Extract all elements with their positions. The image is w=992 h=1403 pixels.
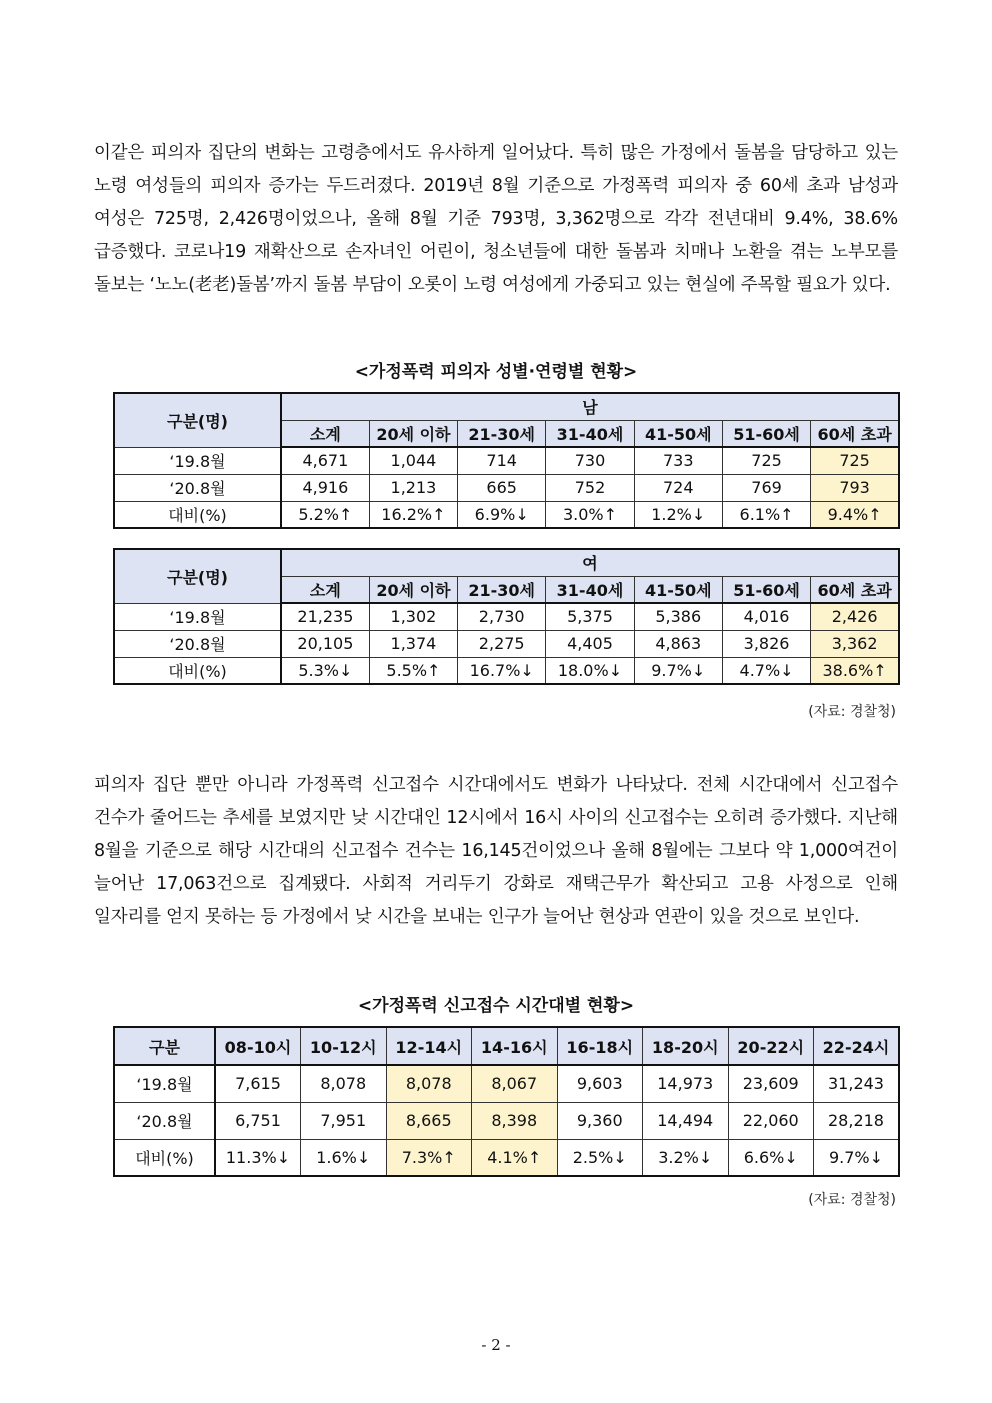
highlighted-cell: 38.6%↑ [811, 657, 899, 684]
column-header: 22-24시 [814, 1027, 900, 1065]
page-number: - 2 - [481, 1336, 511, 1354]
table-cell: 6,751 [215, 1102, 301, 1139]
table-cell: 5,375 [546, 603, 634, 630]
column-header: 60세 초과 [811, 420, 899, 447]
table-cell: 1,044 [369, 447, 457, 474]
table-cell: 724 [634, 474, 722, 501]
highlighted-cell: 4.1%↑ [472, 1139, 558, 1176]
row-label: 대비(%) [114, 501, 281, 528]
table-cell: 769 [722, 474, 810, 501]
table1-source: (자료: 경찰청) [808, 704, 896, 720]
table-cell: 14,973 [643, 1065, 729, 1102]
column-header: 31-40세 [546, 576, 634, 603]
row-header-label: 구분(명) [114, 549, 281, 603]
table-cell: 4,405 [546, 630, 634, 657]
column-header: 21-30세 [458, 576, 546, 603]
table-cell: 1,374 [369, 630, 457, 657]
table-cell: 31,243 [814, 1065, 900, 1102]
table-cell: 730 [546, 447, 634, 474]
table-cell: 665 [458, 474, 546, 501]
table-cell: 1.6%↓ [301, 1139, 387, 1176]
row-label: 대비(%) [114, 1139, 215, 1176]
table-cell: 21,235 [281, 603, 369, 630]
table-cell: 9.7%↓ [634, 657, 722, 684]
column-header: 20세 이하 [369, 420, 457, 447]
highlighted-cell: 8,398 [472, 1102, 558, 1139]
table-cell: 8,078 [301, 1065, 387, 1102]
table-female-suspects [113, 548, 900, 685]
table-row [114, 1139, 899, 1176]
paragraph-elderly-suspects: 이같은 피의자 집단의 변화는 고령층에서도 유사하게 일어났다. 특히 많은 가정에서 돌봄을 담당하고 있는 노령 여성들의 피의자 증가는 두드러졌다. 2019년 8월 기준으로 가정폭력 피의자 중 60세 초과 남성과 여성은 725명, 2,426명이었으나, 올해 8월 기준 793명, 3,362명으로 각각 전년대비 9.4%, 38.6% 급증했다. 코로나19 재확산으로 손자녀인 어린이, 청소년들에 대한 돌봄과 치매나 노환을 겪는 노부모를 돌보는 ‘노노(老老)돌봄’까지 돌봄 부담이 오롯이 노령 여성에게 가중되고 있는 현실에 주목할 필요가 있다. [94, 143, 898, 295]
table-cell: 9.7%↓ [814, 1139, 900, 1176]
table-cell: 725 [722, 447, 810, 474]
row-header-label: 구분 [114, 1027, 215, 1065]
table-cell: 3,826 [722, 630, 810, 657]
paragraph-report-timeslots: 피의자 집단 뿐만 아니라 가정폭력 신고접수 시간대에서도 변화가 나타났다. 전체 시간대에서 신고접수 건수가 줄어드는 추세를 보였지만 낮 시간대인 12시에서 16시 사이의 신고접수는 오히려 증가했다. 지난해 8월을 기준으로 해당 시간대의 신고접수 건수는 16,145건이었으나 올해 8월에는 그보다 약 1,000여건이 늘어난 17,063건으로 집계됐다. 사회적 거리두기 강화로 재택근무가 확산되고 고용 사정으로 인해 일자리를 얻지 못하는 등 가정에서 낮 시간을 보내는 인구가 늘어난 현상과 연관이 있을 것으로 보인다. [94, 775, 898, 927]
table-cell: 4,671 [281, 447, 369, 474]
highlighted-cell: 725 [811, 447, 899, 474]
table-row [114, 474, 899, 501]
highlighted-cell: 793 [811, 474, 899, 501]
column-header: 21-30세 [458, 420, 546, 447]
table-cell: 6.9%↓ [458, 501, 546, 528]
group-label-female: 여 [281, 549, 899, 576]
table-cell: 714 [458, 447, 546, 474]
table-cell: 18.0%↓ [546, 657, 634, 684]
table-cell: 733 [634, 447, 722, 474]
table-cell: 4,863 [634, 630, 722, 657]
table-row [114, 447, 899, 474]
table-cell: 1,302 [369, 603, 457, 630]
table-cell: 5.3%↓ [281, 657, 369, 684]
column-header: 20-22시 [728, 1027, 814, 1065]
table-report-timeslots [113, 1026, 900, 1177]
highlighted-cell: 9.4%↑ [811, 501, 899, 528]
table-cell: 2.5%↓ [557, 1139, 643, 1176]
column-header: 10-12시 [301, 1027, 387, 1065]
row-header-label: 구분(명) [114, 393, 281, 447]
column-header: 16-18시 [557, 1027, 643, 1065]
row-label: ‘19.8월 [114, 603, 281, 630]
table-cell: 5.2%↑ [281, 501, 369, 528]
table-row [114, 603, 899, 630]
column-header: 18-20시 [643, 1027, 729, 1065]
highlighted-cell: 3,362 [811, 630, 899, 657]
column-header: 51-60세 [722, 420, 810, 447]
table-cell: 4,916 [281, 474, 369, 501]
table-cell: 11.3%↓ [215, 1139, 301, 1176]
table-cell: 28,218 [814, 1102, 900, 1139]
highlighted-cell: 8,078 [386, 1065, 472, 1102]
table-row [114, 630, 899, 657]
table-cell: 9,360 [557, 1102, 643, 1139]
table1-caption: <가정폭력 피의자 성별·연령별 현황> [354, 362, 638, 382]
table-row [114, 657, 899, 684]
highlighted-cell: 8,067 [472, 1065, 558, 1102]
table-cell: 5.5%↑ [369, 657, 457, 684]
table-cell: 2,730 [458, 603, 546, 630]
row-label: ‘19.8월 [114, 447, 281, 474]
table-row [114, 501, 899, 528]
table-cell: 9,603 [557, 1065, 643, 1102]
table-cell: 3.2%↓ [643, 1139, 729, 1176]
table-cell: 6.1%↑ [722, 501, 810, 528]
table-cell: 752 [546, 474, 634, 501]
column-header: 41-50세 [634, 420, 722, 447]
table-cell: 1,213 [369, 474, 457, 501]
column-header: 소계 [281, 576, 369, 603]
table-cell: 5,386 [634, 603, 722, 630]
table-male-suspects [113, 392, 900, 529]
table-cell: 7,951 [301, 1102, 387, 1139]
column-header: 20세 이하 [369, 576, 457, 603]
table-cell: 23,609 [728, 1065, 814, 1102]
table-cell: 16.7%↓ [458, 657, 546, 684]
highlighted-cell: 8,665 [386, 1102, 472, 1139]
table2-caption: <가정폭력 신고접수 시간대별 현황> [357, 996, 635, 1016]
table-cell: 1.2%↓ [634, 501, 722, 528]
table-row [114, 1065, 899, 1102]
table-cell: 3.0%↑ [546, 501, 634, 528]
row-label: ‘20.8월 [114, 1102, 215, 1139]
table-cell: 22,060 [728, 1102, 814, 1139]
table-cell: 20,105 [281, 630, 369, 657]
table2-source: (자료: 경찰청) [808, 1192, 896, 1208]
row-label: ‘20.8월 [114, 474, 281, 501]
row-label: ‘20.8월 [114, 630, 281, 657]
table-cell: 2,275 [458, 630, 546, 657]
table-cell: 16.2%↑ [369, 501, 457, 528]
column-header: 소계 [281, 420, 369, 447]
column-header: 12-14시 [386, 1027, 472, 1065]
column-header: 14-16시 [472, 1027, 558, 1065]
group-label-male: 남 [281, 393, 899, 420]
column-header: 31-40세 [546, 420, 634, 447]
highlighted-cell: 2,426 [811, 603, 899, 630]
column-header: 08-10시 [215, 1027, 301, 1065]
table-cell: 7,615 [215, 1065, 301, 1102]
column-header: 51-60세 [722, 576, 810, 603]
row-label: ‘19.8월 [114, 1065, 215, 1102]
table-cell: 14,494 [643, 1102, 729, 1139]
column-header: 60세 초과 [811, 576, 899, 603]
table-row [114, 1102, 899, 1139]
highlighted-cell: 7.3%↑ [386, 1139, 472, 1176]
table-cell: 6.6%↓ [728, 1139, 814, 1176]
column-header: 41-50세 [634, 576, 722, 603]
table-cell: 4.7%↓ [722, 657, 810, 684]
row-label: 대비(%) [114, 657, 281, 684]
table-cell: 4,016 [722, 603, 810, 630]
